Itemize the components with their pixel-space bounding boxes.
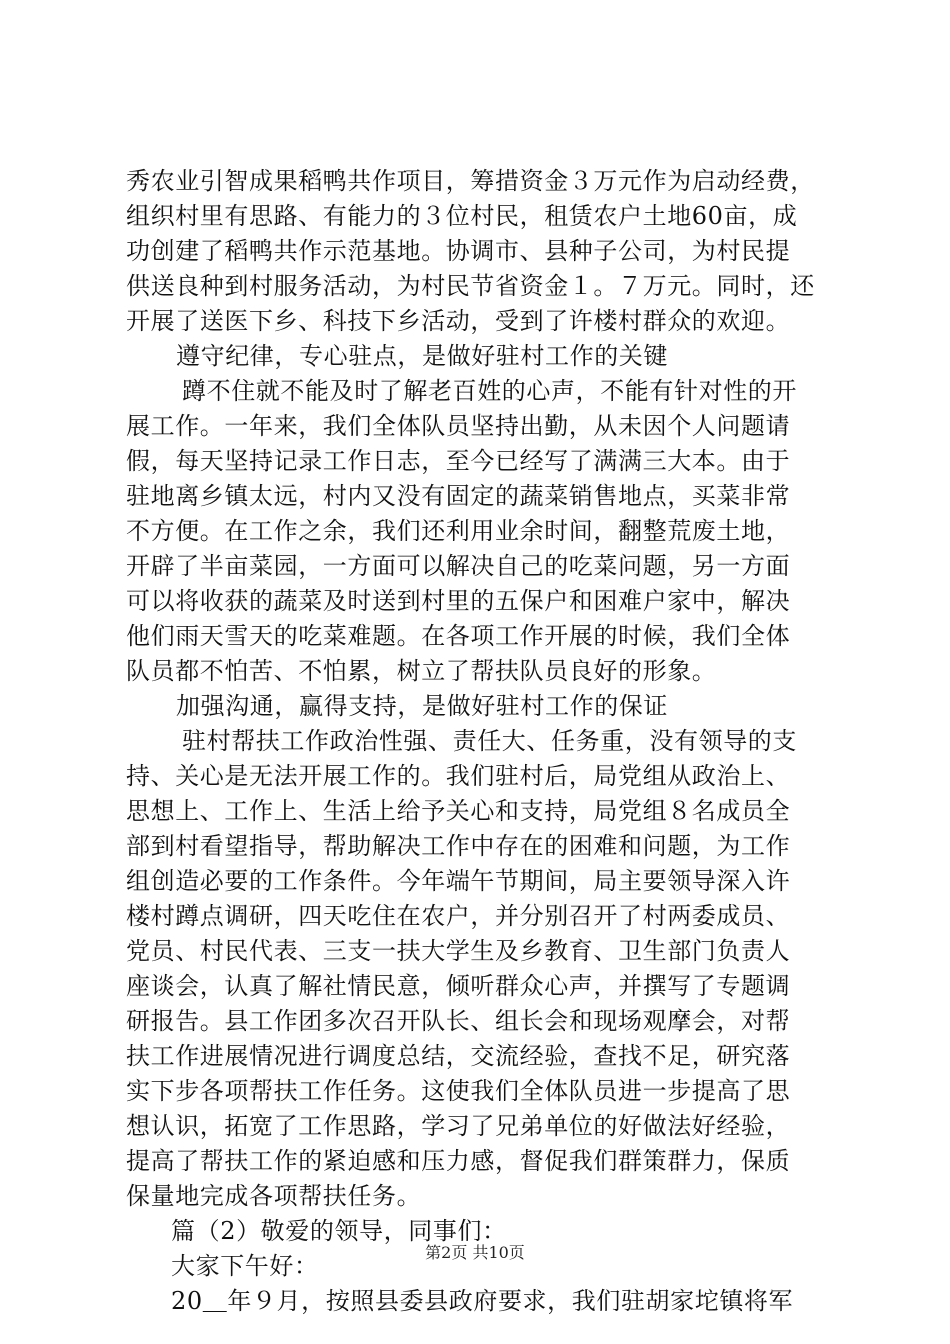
body-line: 开辟了半亩菜园，一方面可以解决自己的吃菜问题，另一方面	[126, 552, 791, 580]
body-line: 保量地完成各项帮扶任务。	[126, 1182, 422, 1210]
body-line: 组创造必要的工作条件。今年端午节期间，局主要领导深入许	[126, 867, 791, 895]
body-line: 实下步各项帮扶工作任务。这使我们全体队员进一步提高了思	[126, 1077, 791, 1105]
body-line: 队员都不怕苦、不怕累，树立了帮扶队员良好的形象。	[126, 657, 717, 685]
paragraph-start: 20＿年９月，按照县委县政府要求，我们驻胡家坨镇将军	[171, 1287, 794, 1315]
section-heading: 加强沟通，赢得支持，是做好驻村工作的保证	[176, 692, 668, 720]
section-heading: 遵守纪律，专心驻点，是做好驻村工作的关键	[176, 342, 668, 370]
greeting: 大家下午好：	[171, 1252, 319, 1280]
section-title: 篇（2）敬爱的领导，同事们：	[171, 1217, 507, 1245]
body-line: 驻地离乡镇太远，村内又没有固定的蔬菜销售地点，买菜非常	[126, 482, 791, 510]
body-line: 扶工作进展情况进行调度总结，交流经验，查找不足，研究落	[126, 1042, 791, 1070]
body-line: 党员、村民代表、三支一扶大学生及乡教育、卫生部门负责人	[126, 937, 791, 965]
paragraph-start: 驻村帮扶工作政治性强、责任大、任务重，没有领导的支	[182, 727, 797, 755]
document-body	[126, 164, 838, 1319]
page-footer: 第2页 共10页	[425, 1243, 525, 1262]
body-line: 楼村蹲点调研，四天吃住在农户，并分别召开了村两委成员、	[126, 902, 791, 930]
body-line: 座谈会，认真了解社情民意，倾听群众心声，并撰写了专题调	[126, 972, 791, 1000]
body-line: 可以将收获的蔬菜及时送到村里的五保户和困难户家中，解决	[126, 587, 791, 615]
body-line: 想认识，拓宽了工作思路，学习了兄弟单位的好做法好经验，	[126, 1112, 791, 1140]
body-line: 功创建了稻鸭共作示范基地。协调市、县种子公司，为村民提	[126, 237, 791, 265]
body-line: 组织村里有思路、有能力的３位村民，租赁农户土地60亩，成	[126, 202, 798, 230]
body-line: 研报告。县工作团多次召开队长、组长会和现场观摩会，对帮	[126, 1007, 791, 1035]
body-line: 不方便。在工作之余，我们还利用业余时间，翻整荒废土地，	[126, 517, 791, 545]
body-line: 展工作。一年来，我们全体队员坚持出勤，从未因个人问题请	[126, 412, 791, 440]
body-line: 思想上、工作上、生活上给予关心和支持，局党组８名成员全	[126, 797, 791, 825]
body-line: 假，每天坚持记录工作日志，至今已经写了满满三大本。由于	[126, 447, 791, 475]
body-line: 部到村看望指导，帮助解决工作中存在的困难和问题，为工作	[126, 832, 791, 860]
body-line: 开展了送医下乡、科技下乡活动，受到了许楼村群众的欢迎。	[126, 307, 791, 335]
body-line: 他们雨天雪天的吃菜难题。在各项工作开展的时候，我们全体	[126, 622, 791, 650]
body-line: 供送良种到村服务活动，为村民节省资金１。７万元。同时，还	[126, 272, 815, 300]
body-line: 提高了帮扶工作的紧迫感和压力感，督促我们群策群力，保质	[126, 1147, 791, 1175]
paragraph-start: 蹲不住就不能及时了解老百姓的心声，不能有针对性的开	[182, 377, 797, 405]
body-line: 持、关心是无法开展工作的。我们驻村后，局党组从政治上、	[126, 762, 791, 790]
body-line: 秀农业引智成果稻鸭共作项目，筹措资金３万元作为启动经费，	[126, 167, 815, 195]
